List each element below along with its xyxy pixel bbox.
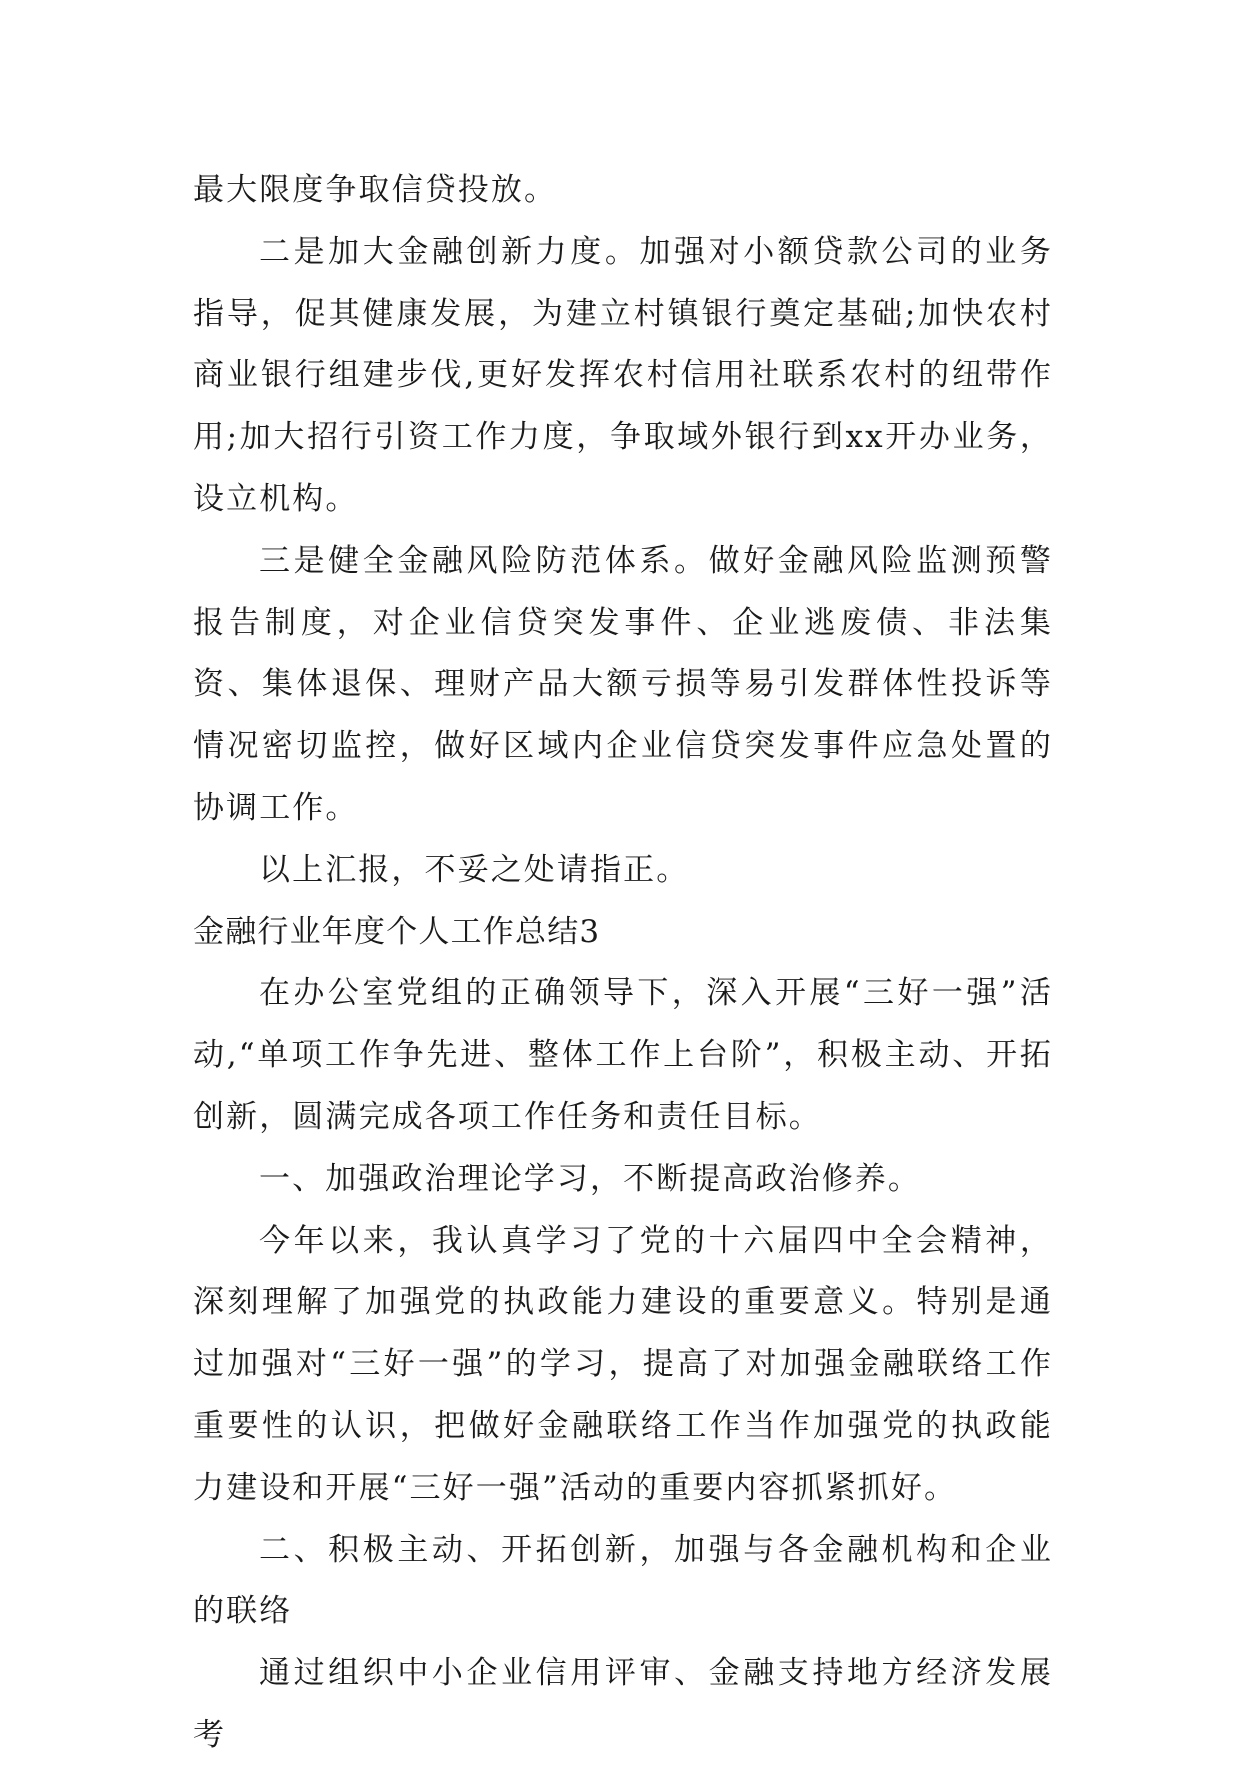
- subheading-liaison: 二、积极主动、开拓创新，加强与各金融机构和企业的联络: [193, 1531, 1053, 1630]
- paragraph-intro: 在办公室党组的正确领导下，深入开展“三好一强”活动,“单项工作争先进、整体工作上台阶”，积极主动、开拓创新，圆满完成各项工作任务和责任目标。: [193, 975, 1053, 1135]
- paragraph-financial-innovation: 二是加大金融创新力度。加强对小额贷款公司的业务指导，促其健康发展，为建立村镇银行奠定基础;加快农村商业银行组建步伐,更好发挥农村信用社联系农村的纽带作用;加大招行引资工作力度，争取域外银行到xx开办业务，设立机构。: [193, 233, 1053, 517]
- paragraph-liaison: 通过组织中小企业信用评审、金融支持地方经济发展考: [193, 1655, 1053, 1753]
- paragraph-continuation: 最大限度争取信贷投放。: [193, 172, 558, 208]
- subheading-political-study: 一、加强政治理论学习，不断提高政治修养。: [259, 1160, 921, 1197]
- document-body: [193, 160, 1053, 1767]
- paragraph-political-study: 今年以来，我认真学习了党的十六届四中全会精神，深刻理解了加强党的执政能力建设的重要意义。特别是通过加强对“三好一强”的学习，提高了对加强金融联络工作重要性的认识，把做好金融联络工作当作加强党的执政能力建设和开展“三好一强”活动的重要内容抓紧抓好。: [193, 1222, 1053, 1506]
- paragraph-risk-prevention: 三是健全金融风险防范体系。做好金融风险监测预警报告制度，对企业信贷突发事件、企业逃废债、非法集资、集体退保、理财产品大额亏损等易引发群体性投诉等情况密切监控，做好区域内企业信贷突发事件应急处置的协调工作。: [193, 542, 1053, 826]
- paragraph-closing: 以上汇报，不妥之处请指正。: [259, 851, 690, 888]
- section-heading: 金融行业年度个人工作总结3: [193, 913, 601, 950]
